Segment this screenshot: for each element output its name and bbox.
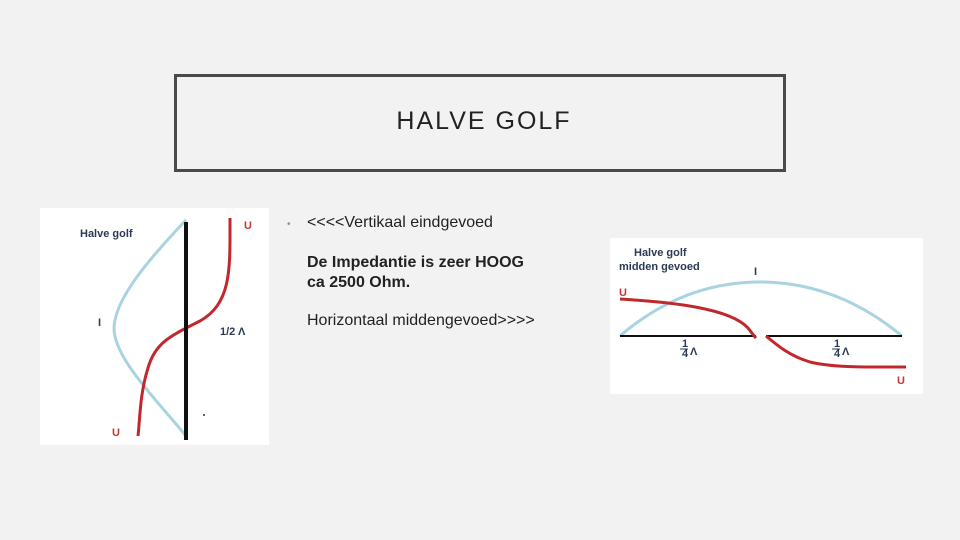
left-heading: Halve golf <box>80 228 133 240</box>
right-label-u-right: U <box>897 375 905 387</box>
left-label-u-top: U <box>244 220 252 232</box>
quarter-left-num: 1 <box>682 338 689 350</box>
left-label-i: I <box>98 317 102 329</box>
quarter-right-num: 1 <box>834 338 841 350</box>
vertical-half-wave-diagram <box>40 208 269 445</box>
impedance-line-2: ca 2500 Ohm. <box>307 274 411 291</box>
quarter-left-sym: Λ <box>690 346 698 358</box>
right-label-i: I <box>754 266 758 278</box>
quarter-right-den: 4 <box>834 348 841 360</box>
feed-dot <box>203 414 205 416</box>
center-fed-half-wave-diagram <box>610 238 923 394</box>
slide-title: HALVE GOLF <box>396 106 572 135</box>
horizontal-paragraph <box>287 311 597 331</box>
bullet-dot-icon: • <box>287 219 291 230</box>
bullet-item <box>287 213 597 235</box>
left-label-half-lambda: 1/2 Λ <box>220 326 246 338</box>
left-label-u-bottom: U <box>112 427 120 439</box>
bullet-text: <<<<Vertikaal eindgevoed <box>307 214 493 231</box>
right-heading-line-2: midden gevoed <box>619 261 700 273</box>
center-fed-half-wave-figure <box>610 238 923 394</box>
quarter-left-den: 4 <box>682 348 689 360</box>
horizontal-text: Horizontaal middengevoed>>>> <box>307 312 535 329</box>
current-curve <box>114 220 186 436</box>
current-arc <box>620 282 902 336</box>
impedance-paragraph <box>287 253 597 293</box>
right-label-u-left: U <box>619 287 627 299</box>
vertical-half-wave-figure <box>40 208 269 445</box>
impedance-line-1: De Impedantie is zeer HOOG <box>307 254 524 271</box>
right-heading-line-1: Halve golf <box>634 247 687 259</box>
quarter-right-sym: Λ <box>842 346 850 358</box>
title-box <box>174 74 786 172</box>
bullet-section <box>287 213 597 331</box>
